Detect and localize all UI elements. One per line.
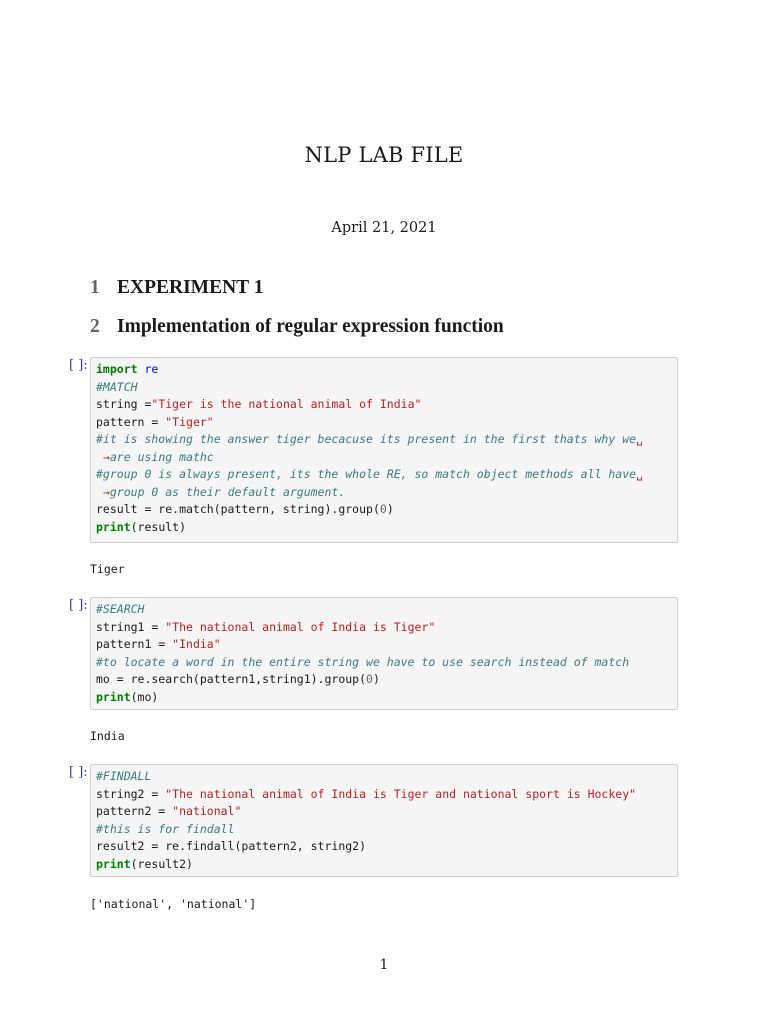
section-number: 1	[90, 277, 100, 298]
code-comment: #to locate a word in the entire string we have to use search instead of match	[96, 654, 630, 669]
code-comment-continuation: →group 0 as their default argument.	[102, 484, 346, 499]
cell-output: ['national', 'national']	[90, 897, 257, 911]
code-line: string1 = "The national animal of India is Tiger"	[96, 619, 436, 634]
section-title: Implementation of regular expression function	[117, 316, 504, 337]
page-number: 1	[379, 957, 389, 973]
code-cell-findall[interactable]	[90, 764, 678, 877]
line-wrap-icon: ␣	[636, 467, 643, 481]
code-comment: #group 0 is always present, its the whole RE, so match object methods all have␣	[96, 467, 643, 481]
code-comment-continuation: →are using mathc	[102, 449, 214, 464]
continuation-arrow-icon: →	[102, 449, 110, 464]
code-line: print(result2)	[96, 856, 193, 871]
code-cell-search[interactable]	[90, 597, 678, 710]
document-title: NLP LAB FILE	[304, 143, 464, 167]
code-line: string2 = "The national animal of India is Tiger and national sport is Hockey"	[96, 786, 637, 801]
code-comment: #it is showing the answer tiger becacuse its present in the first thats why we␣	[96, 432, 643, 446]
cell-prompt: [ ]:	[69, 765, 88, 780]
code-comment: #SEARCH	[96, 602, 145, 616]
code-line: string ="Tiger is the national animal of India"	[96, 397, 422, 411]
code-line: import re	[96, 362, 159, 376]
code-line: print(result)	[96, 519, 187, 534]
code-cell-match[interactable]	[90, 357, 678, 543]
continuation-arrow-icon: →	[102, 484, 110, 499]
code-line: pattern2 = "national"	[96, 804, 242, 818]
code-line: result2 = re.findall(pattern2, string2)	[96, 839, 367, 853]
line-wrap-icon: ␣	[636, 432, 643, 446]
section-heading-1	[90, 277, 263, 299]
code-comment: #MATCH	[96, 379, 138, 394]
code-line: print(mo)	[96, 689, 159, 704]
section-heading-2	[90, 316, 504, 338]
cell-output: India	[90, 729, 125, 743]
code-line: result = re.match(pattern, string).group(0)	[96, 502, 394, 516]
section-number: 2	[90, 316, 100, 337]
code-line: mo = re.search(pattern1,string1).group(0)	[96, 672, 380, 686]
section-title: EXPERIMENT 1	[117, 277, 264, 298]
code-line: pattern1 = "India"	[96, 637, 221, 651]
code-line: pattern = "Tiger"	[96, 414, 214, 429]
document-date: April 21, 2021	[331, 220, 437, 236]
cell-output: Tiger	[90, 562, 125, 576]
cell-prompt: [ ]:	[69, 358, 88, 373]
cell-prompt: [ ]:	[69, 598, 88, 613]
code-comment: #FINDALL	[96, 769, 152, 783]
code-comment: #this is for findall	[96, 821, 235, 836]
